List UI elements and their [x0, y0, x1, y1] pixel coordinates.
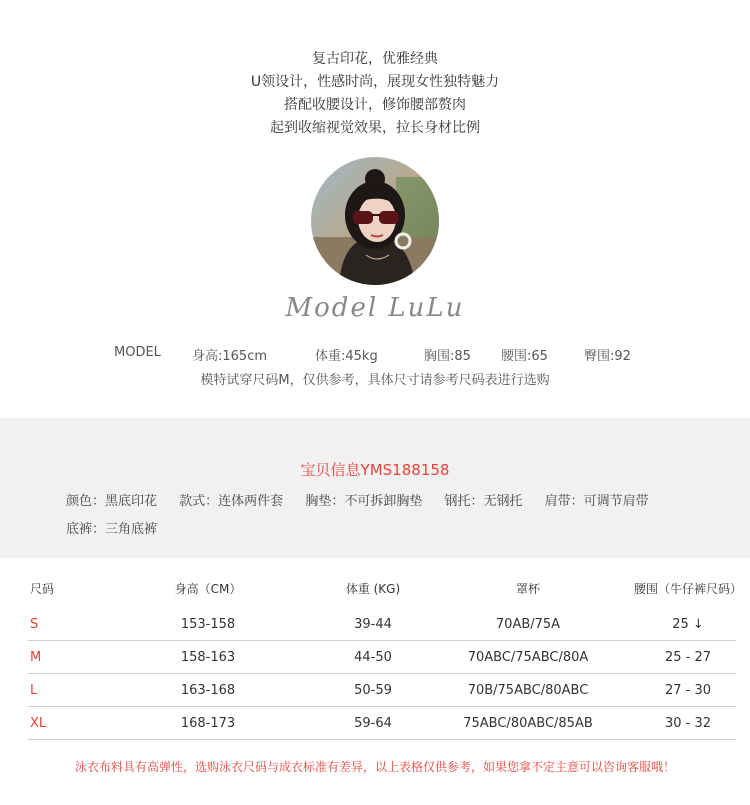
row-cup: 70B/75ABC/80ABC — [467, 683, 589, 698]
table-row — [18, 707, 736, 740]
model-size-note: 模特试穿尺码M，仅供参考，具体尺寸请参考尺码表进行选购 — [200, 373, 550, 388]
size-table — [18, 568, 742, 740]
model-height: 身高:165cm — [192, 349, 268, 364]
table-row — [18, 641, 736, 674]
header-size: 尺码 — [30, 581, 55, 596]
attr-padding: 胸垫：不可拆卸胸垫 — [305, 494, 423, 509]
row-waist: 25 - 27 — [664, 650, 712, 665]
model-photo — [311, 157, 439, 285]
intro-line: 复古印花，优雅经典 — [312, 51, 438, 67]
row-height: 168-173 — [180, 716, 236, 731]
attributes-row — [66, 491, 667, 519]
row-size: XL — [30, 716, 47, 731]
attr-strap: 肩带：可调节肩带 — [544, 494, 649, 509]
row-waist: 30 - 32 — [664, 716, 712, 731]
row-weight: 44-50 — [354, 650, 392, 665]
table-header — [18, 568, 742, 608]
attr-style: 款式：连体两件套 — [179, 494, 284, 509]
row-weight: 59-64 — [354, 716, 392, 731]
attr-bottom: 底裤：三角底裤 — [66, 522, 158, 537]
row-waist: 27 - 30 — [664, 683, 712, 698]
row-height: 158-163 — [180, 650, 236, 665]
row-height: 163-168 — [180, 683, 236, 698]
attr-color: 颜色：黑底印花 — [66, 494, 158, 509]
model-avatar — [311, 157, 439, 285]
intro-line: U领设计，性感时尚，展现女性独特魅力 — [250, 74, 500, 90]
row-weight: 39-44 — [354, 617, 392, 632]
product-title: 宝贝信息YMS188158 — [300, 461, 450, 479]
row-cup: 70ABC/75ABC/80A — [467, 650, 589, 665]
header-cup: 罩杯 — [515, 581, 540, 596]
row-cup: 70AB/75A — [495, 617, 561, 632]
row-height: 153-158 — [180, 617, 236, 632]
row-size: M — [30, 650, 42, 665]
table-row — [18, 608, 736, 641]
header-weight: 体重 (KG) — [345, 581, 401, 596]
model-signature: Model LuLu — [285, 293, 465, 323]
product-attributes — [66, 491, 667, 547]
attributes-row — [66, 519, 667, 547]
row-cup: 75ABC/80ABC/85AB — [463, 716, 593, 731]
intro-text — [0, 48, 750, 140]
table-row — [18, 674, 736, 707]
row-size: L — [30, 683, 38, 698]
intro-line: 搭配收腰设计，修饰腰部赘肉 — [284, 97, 466, 113]
model-waist: 腰围:65 — [501, 349, 548, 364]
model-label: MODEL — [114, 345, 161, 360]
row-divider — [28, 739, 736, 740]
model-measurements — [0, 345, 750, 365]
row-weight: 50-59 — [354, 683, 392, 698]
footer-disclaimer: 泳衣布料具有高弹性，选购泳衣尺码与成衣标准有差异，以上表格仅供参考，如果您拿不定主意可以咨询客服哦！ — [74, 760, 675, 774]
model-hip: 臀围:92 — [584, 349, 631, 364]
row-waist: 25 ↓ — [672, 617, 704, 632]
intro-line: 起到收缩视觉效果，拉长身材比例 — [270, 120, 480, 136]
header-waist: 腰围（牛仔裤尺码） — [633, 581, 742, 596]
model-bust: 胸围:85 — [424, 349, 471, 364]
row-size: S — [30, 617, 39, 632]
attr-underwire: 钢托：无钢托 — [444, 494, 523, 509]
model-weight: 体重:45kg — [315, 349, 378, 364]
header-height: 身高（CM） — [174, 581, 242, 596]
